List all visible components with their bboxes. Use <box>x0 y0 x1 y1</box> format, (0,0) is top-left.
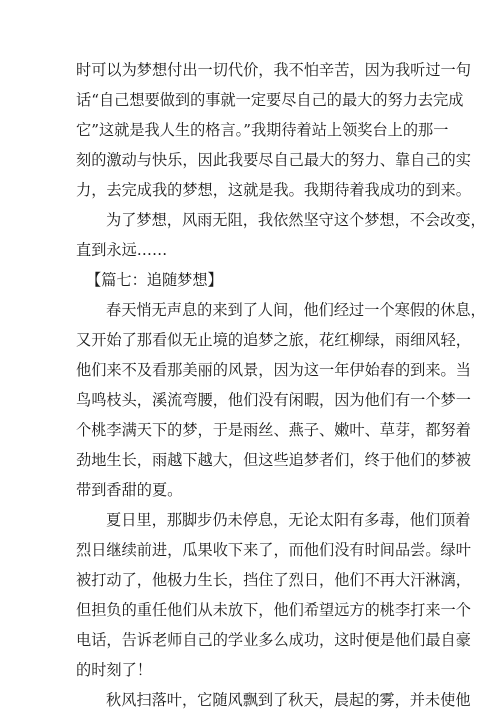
text-line: 个桃李满天下的梦，于是雨丝、燕子、嫩叶、草芽，都努着 <box>76 421 471 439</box>
text-line: 直到永远…… <box>76 241 168 259</box>
text-line: 它”这就是我人生的格言。”我期待着站上领奖台上的那一 <box>76 121 449 139</box>
text-line: 烈日继续前进，瓜果收下来了，而他们没有时间品尝。绿叶 <box>76 541 471 559</box>
text-line: 刻的激动与快乐，因此我要尽自己最大的努力、靠自己的实 <box>76 151 471 169</box>
text-line: 被打动了，他极力生长，挡住了烈日，他们不再大汗淋漓， <box>76 571 471 589</box>
text-line: 春天悄无声息的来到了人间，他们经过一个寒假的休息， <box>106 301 486 319</box>
text-line: 但担负的重任他们从未放下，他们希望远方的桃李打来一个 <box>76 601 471 619</box>
text-line: 夏日里，那脚步仍未停息，无论太阳有多毒，他们顶着 <box>106 511 471 529</box>
text-line: 带到香甜的夏。 <box>76 481 183 499</box>
text-line: 力，去完成我的梦想，这就是我。我期待着我成功的到来。 <box>76 181 471 199</box>
text-line: 鸟鸣枝头，溪流弯腰，他们没有闲暇，因为他们有一个梦一 <box>76 391 471 409</box>
text-line: 秋风扫落叶，它随风飘到了秋天，晨起的雾，并未使他 <box>106 691 471 709</box>
text-line: 又开始了那看似无止境的追梦之旅，花红柳绿，雨细风轻， <box>76 331 471 349</box>
text-line: 劲地生长，雨越下越大，但这些追梦者们，终于他们的梦被 <box>76 451 471 469</box>
section-heading: 【篇七：追随梦想】 <box>86 271 223 289</box>
text-line: 话“自己想要做到的事就一定要尽自己的最大的努力去完成 <box>76 91 464 109</box>
text-line: 时可以为梦想付出一切代价，我不怕辛苦，因为我听过一句 <box>76 61 471 79</box>
text-line: 为了梦想，风雨无阻，我依然坚守这个梦想，不会改变， <box>106 211 486 229</box>
text-line: 他们来不及看那美丽的风景，因为这一年伊始春的到来。当 <box>76 361 471 379</box>
text-line: 电话，告诉老师自己的学业多么成功，这时便是他们最自豪 <box>76 631 471 649</box>
text-line: 的时刻了！ <box>76 661 152 679</box>
